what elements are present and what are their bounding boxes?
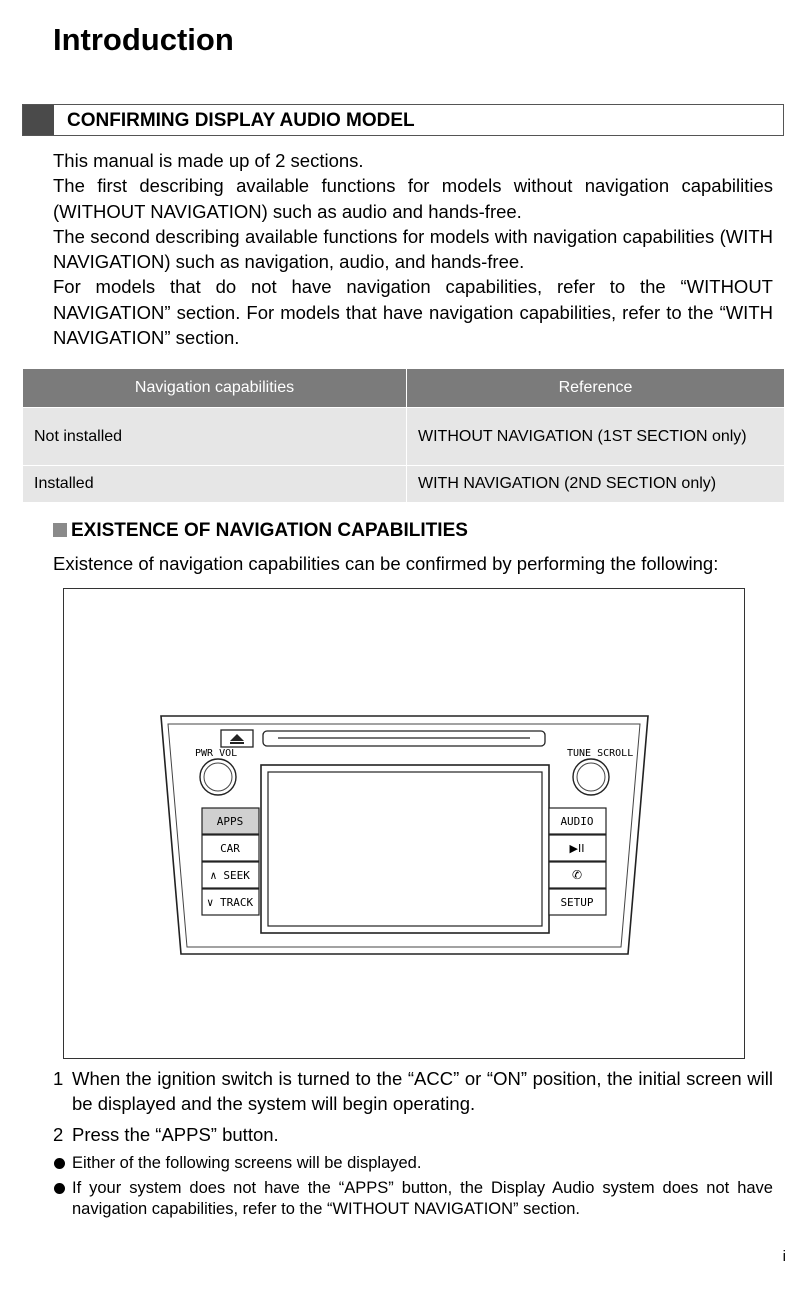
phone-icon: ✆ [571, 868, 583, 882]
bullet-dot-icon [54, 1158, 65, 1169]
bullet-item [53, 1178, 773, 1220]
tune-knob [573, 759, 609, 795]
bullet-text: Either of the following screens will be displayed. [72, 1154, 422, 1172]
intro-text [53, 148, 773, 350]
setup-label: SETUP [560, 896, 594, 909]
step-item [53, 1122, 773, 1147]
table-header: Navigation capabilities [23, 369, 407, 408]
square-bullet-icon [53, 523, 67, 537]
knob-right-label: TUNE SCROLL [567, 748, 634, 759]
audio-label: AUDIO [560, 815, 594, 828]
bullet-dot-icon [54, 1183, 65, 1194]
table-cell: WITH NAVIGATION (2ND SECTION only) [407, 466, 785, 503]
table-cell: Not installed [23, 408, 407, 466]
intro-paragraph: This manual is made up of 2 sections. [53, 150, 364, 171]
table-row [23, 408, 785, 466]
step-text: Press the “APPS” button. [72, 1124, 279, 1145]
table-header-row [23, 369, 785, 408]
car-label: CAR [220, 842, 240, 855]
steps [53, 1066, 773, 1224]
seek-label: ∧ SEEK [210, 869, 250, 882]
apps-label: APPS [216, 815, 244, 828]
step-number: 2 [53, 1124, 64, 1145]
reference-table [22, 368, 785, 503]
page-number: i [782, 1248, 786, 1265]
bullet-text: If your system does not have the “APPS” button, the Display Audio system does not have navigation capabilities, refer to the “WITHOUT NAVIGATION” section. [72, 1179, 773, 1218]
step-number: 1 [53, 1068, 64, 1089]
subheading [53, 520, 468, 542]
section-heading: CONFIRMING DISPLAY AUDIO MODEL [67, 110, 415, 131]
knob-left-label: PWR VOL [195, 748, 238, 759]
section-heading-bar [23, 105, 54, 135]
subheading-text: EXISTENCE OF NAVIGATION CAPABILITIES [71, 520, 468, 541]
table-cell: Installed [23, 466, 407, 503]
table-row [23, 466, 785, 503]
intro-paragraph: For models that do not have navigation capabilities, refer to the “WITHOUT NAVIGATION” section. For models that have navigation capabilities, refer to the “WITH NAVIGATION” section. [53, 276, 773, 349]
head-unit-illustration [64, 589, 744, 1058]
step-item [53, 1066, 773, 1116]
play-pause-icon: ▶II [569, 842, 585, 855]
section-heading-box [22, 104, 784, 136]
page-title: Introduction [53, 22, 234, 57]
volume-knob [200, 759, 236, 795]
display-screen [268, 772, 542, 926]
track-label: ∨ TRACK [206, 896, 254, 909]
subheading-body: Existence of navigation capabilities can be confirmed by performing the following: [53, 553, 719, 574]
table-cell: WITHOUT NAVIGATION (1ST SECTION only) [407, 408, 785, 466]
table-header: Reference [407, 369, 785, 408]
bullet-item [53, 1153, 773, 1174]
step-text: When the ignition switch is turned to the “ACC” or “ON” position, the initial screen will be displayed and the system will begin operating. [72, 1068, 773, 1114]
intro-paragraph: The second describing available functions for models with navigation capabilities (WITH NAVIGATION) such as navigation, audio, and hands-free. [53, 225, 773, 273]
intro-paragraph: The first describing available functions for models without navigation capabilities (WITHOUT NAVIGATION) such as audio and hands-free. [53, 175, 773, 222]
head-unit-figure [63, 588, 745, 1059]
